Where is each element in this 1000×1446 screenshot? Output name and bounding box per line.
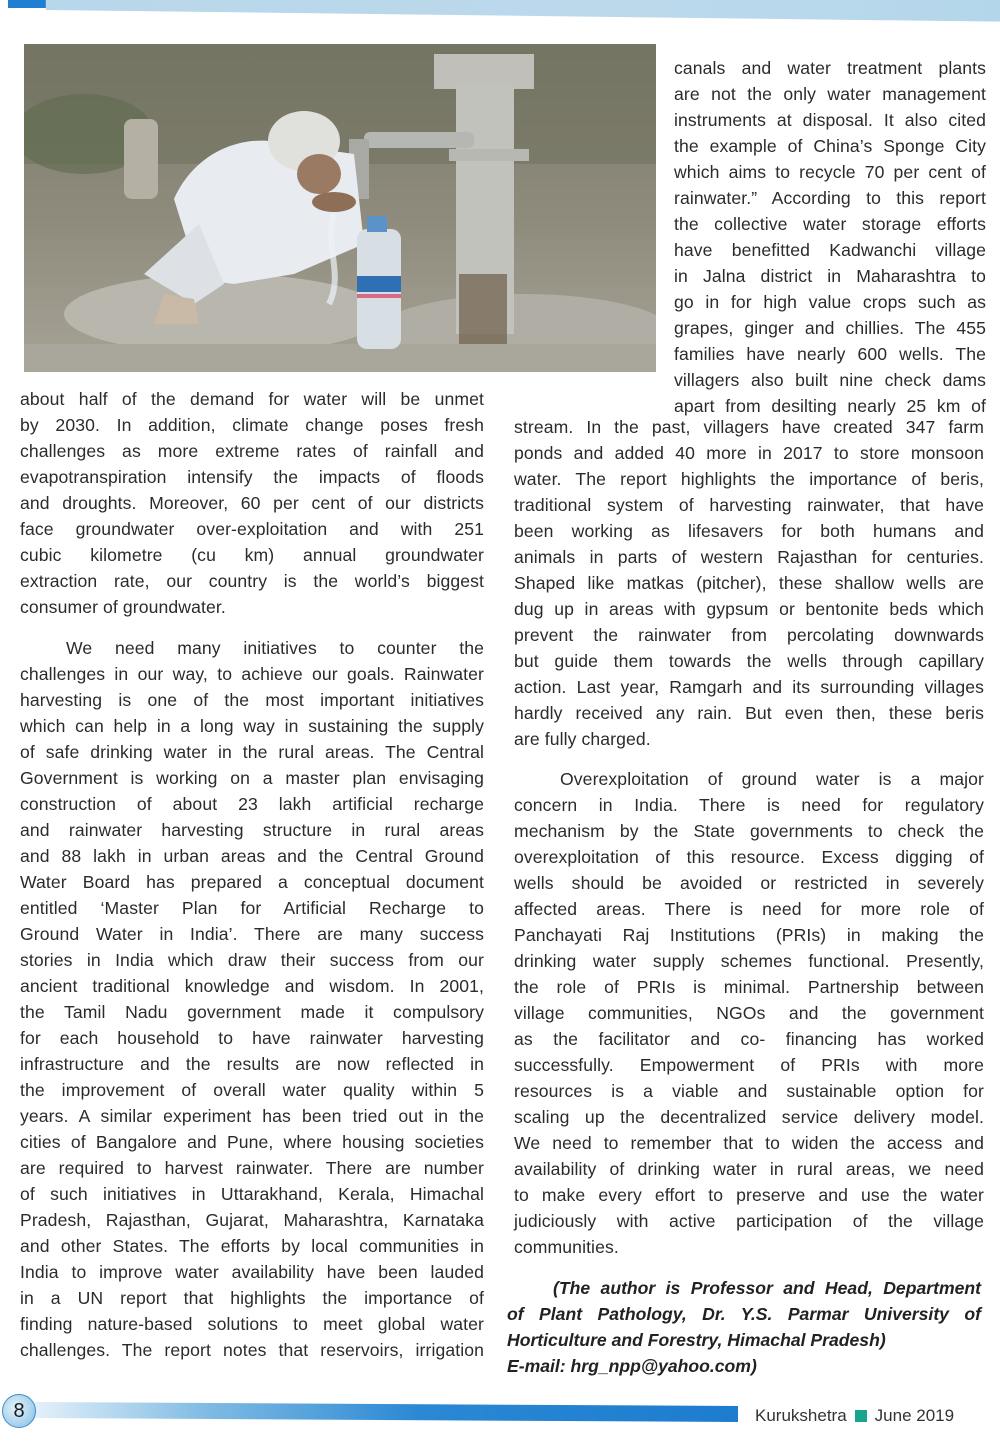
text-line: rainwater.” According to this report bbox=[674, 188, 986, 208]
text-line: water. The report highlights the importance of beris, bbox=[514, 469, 984, 489]
text-line: Pradesh, Rajasthan, Gujarat, Maharashtra, Karnataka bbox=[20, 1210, 484, 1230]
text-line: challenges as more extreme rates of rainfall and bbox=[20, 441, 484, 461]
text-line: are fully charged. bbox=[514, 729, 651, 749]
author-note-line: (The author is Professor and Head, Department bbox=[553, 1278, 981, 1298]
text-line: villagers also built nine check dams bbox=[674, 370, 986, 390]
text-line: India to improve water availability have been lauded bbox=[20, 1262, 484, 1282]
text-line: Overexploitation of ground water is a major bbox=[560, 769, 984, 789]
text-line: of safe drinking water in the rural areas. The Central bbox=[20, 742, 484, 762]
text-line: are not the only water management bbox=[674, 84, 986, 104]
text-line: and other States. The efforts by local communities in bbox=[20, 1236, 484, 1256]
page-footer bbox=[0, 1390, 1000, 1446]
text-line: affected areas. There is need for more role of bbox=[514, 899, 984, 919]
text-line: scaling up the decentralized service delivery model. bbox=[514, 1107, 984, 1127]
top-decorative-band bbox=[0, 0, 1000, 22]
text-line: and 88 lakh in urban areas and the Central Ground bbox=[20, 846, 484, 866]
text-line: entitled ‘Master Plan for Artificial Recharge to bbox=[20, 898, 484, 918]
square-separator-icon bbox=[855, 1410, 867, 1422]
text-line: wells should be avoided or restricted in severely bbox=[514, 873, 984, 893]
text-line: availability of drinking water in rural areas, we need bbox=[514, 1159, 984, 1179]
text-line: which aims to recycle 70 per cent of bbox=[674, 162, 986, 182]
text-line: Water Board has prepared a conceptual document bbox=[20, 872, 484, 892]
page-number-badge: 8 bbox=[2, 1394, 36, 1428]
text-line: cities of Bangalore and Pune, where housing societies bbox=[20, 1132, 484, 1152]
text-line: the collective water storage efforts bbox=[674, 214, 986, 234]
text-line: ponds and added 40 more in 2017 to store monsoon bbox=[514, 443, 984, 463]
text-line: are required to harvest rainwater. There are number bbox=[20, 1158, 484, 1178]
text-line: challenges in our way, to achieve our goals. Rainwater bbox=[20, 664, 484, 684]
left-column-text bbox=[20, 386, 484, 1363]
text-line: finding nature-based solutions to meet global water bbox=[20, 1314, 484, 1334]
text-line: successfully. Empowerment of PRIs with more bbox=[514, 1055, 984, 1075]
footer-bar bbox=[30, 1402, 738, 1422]
text-line: Ground Water in India’. There are many success bbox=[20, 924, 484, 944]
text-line: village communities, NGOs and the government bbox=[514, 1003, 984, 1023]
text-line: hardly received any rain. But even then, these beris bbox=[514, 703, 984, 723]
text-line: action. Last year, Ramgarh and its surrounding villages bbox=[514, 677, 984, 697]
text-line: communities. bbox=[514, 1237, 619, 1257]
text-line: harvesting is one of the most important initiatives bbox=[20, 690, 484, 710]
text-line: We need many initiatives to counter the bbox=[66, 638, 484, 658]
text-line: in a UN report that highlights the importance of bbox=[20, 1288, 484, 1308]
text-line: but guide them towards the wells through capillary bbox=[514, 651, 984, 671]
text-line: go in for high value crops such as bbox=[674, 292, 986, 312]
magazine-name: Kurukshetra bbox=[755, 1406, 847, 1425]
text-line: as the facilitator and co- financing has worked bbox=[514, 1029, 984, 1049]
text-line: been working as lifesavers for both humans and bbox=[514, 521, 984, 541]
article-photo bbox=[24, 44, 656, 372]
text-line: resources is a viable and sustainable option for bbox=[514, 1081, 984, 1101]
text-line: infrastructure and the results are now reflected in bbox=[20, 1054, 484, 1074]
text-line: drinking water supply schemes functional. Presently, bbox=[514, 951, 984, 971]
text-line: cubic kilometre (cu km) annual groundwater bbox=[20, 545, 484, 565]
text-line: evapotranspiration intensify the impacts of floods bbox=[20, 467, 484, 487]
text-line: Government is working on a master plan envisaging bbox=[20, 768, 484, 788]
paragraph-initiatives bbox=[20, 635, 484, 1363]
top-stripe bbox=[46, 0, 1000, 22]
right-column-text bbox=[514, 414, 984, 1260]
text-line: years. A similar experiment has been tried out in the bbox=[20, 1106, 484, 1126]
text-line: grapes, ginger and chillies. The 455 bbox=[674, 318, 986, 338]
text-line: prevent the rainwater from percolating downwards bbox=[514, 625, 984, 645]
text-line: apart from desilting nearly 25 km of bbox=[674, 396, 986, 416]
text-line: Panchayati Raj Institutions (PRIs) in making the bbox=[514, 925, 984, 945]
man-drinking-at-handpump-photo bbox=[24, 44, 656, 372]
author-note-line: of Plant Pathology, Dr. Y.S. Parmar University of bbox=[507, 1304, 981, 1324]
footer-publication bbox=[755, 1406, 954, 1426]
text-line: concern in India. There is need for regulatory bbox=[514, 795, 984, 815]
text-line: and rainwater harvesting structure in rural areas bbox=[20, 820, 484, 840]
text-line: about half of the demand for water will be unmet bbox=[20, 389, 484, 409]
text-line: the example of China’s Sponge City bbox=[674, 136, 986, 156]
text-line: judiciously with active participation of the village bbox=[514, 1211, 984, 1231]
text-line: the improvement of overall water quality within 5 bbox=[20, 1080, 484, 1100]
text-line: face groundwater over-exploitation and with 251 bbox=[20, 519, 484, 539]
paragraph-overexploitation bbox=[514, 766, 984, 1260]
paragraph-groundwater-demand bbox=[20, 386, 484, 620]
text-line: by 2030. In addition, climate change poses fresh bbox=[20, 415, 484, 435]
text-line: and droughts. Moreover, 60 per cent of our districts bbox=[20, 493, 484, 513]
paragraph-continued-top bbox=[674, 55, 986, 419]
text-line: families have nearly 600 wells. The bbox=[674, 344, 986, 364]
text-line: the Tamil Nadu government made it compulsory bbox=[20, 1002, 484, 1022]
text-line: Shaped like matkas (pitcher), these shallow wells are bbox=[514, 573, 984, 593]
text-line: overexploitation of this resource. Excess digging of bbox=[514, 847, 984, 867]
text-line: consumer of groundwater. bbox=[20, 597, 226, 617]
text-line: the role of PRIs is minimal. Partnership between bbox=[514, 977, 984, 997]
text-line: ancient traditional knowledge and wisdom. In 2001, bbox=[20, 976, 484, 996]
text-line: animals in parts of western Rajasthan for centuries. bbox=[514, 547, 984, 567]
text-line: challenges. The report notes that reservoirs, irrigation bbox=[20, 1340, 484, 1360]
text-line: dug up in areas with gypsum or bentonite beds which bbox=[514, 599, 984, 619]
author-note-line: Horticulture and Forestry, Himachal Pradesh) bbox=[507, 1330, 886, 1350]
text-line: have benefitted Kadwanchi village bbox=[674, 240, 986, 260]
text-line: for each household to have rainwater harvesting bbox=[20, 1028, 484, 1048]
text-line: We need to remember that to widen the access and bbox=[514, 1133, 984, 1153]
text-line: in Jalna district in Maharashtra to bbox=[674, 266, 986, 286]
text-line: which can help in a long way in sustaining the supply bbox=[20, 716, 484, 736]
right-column-top-text bbox=[674, 55, 986, 419]
top-accent-block bbox=[8, 0, 46, 8]
author-email[interactable]: E-mail: hrg_npp@yahoo.com) bbox=[507, 1356, 757, 1376]
text-line: stream. In the past, villagers have created 347 farm bbox=[514, 417, 984, 437]
paragraph-beris bbox=[514, 414, 984, 752]
text-line: construction of about 23 lakh artificial recharge bbox=[20, 794, 484, 814]
text-line: extraction rate, our country is the world’s biggest bbox=[20, 571, 484, 591]
text-line: traditional system of harvesting rainwater, that have bbox=[514, 495, 984, 515]
text-line: of such initiatives in Uttarakhand, Kerala, Himachal bbox=[20, 1184, 484, 1204]
text-line: canals and water treatment plants bbox=[674, 58, 986, 78]
text-line: to make every effort to preserve and use the water bbox=[514, 1185, 984, 1205]
author-note bbox=[507, 1275, 981, 1379]
issue-date: June 2019 bbox=[874, 1406, 955, 1425]
text-line: stories in India which draw their success from our bbox=[20, 950, 484, 970]
text-line: instruments at disposal. It also cited bbox=[674, 110, 986, 130]
text-line: mechanism by the State governments to check the bbox=[514, 821, 984, 841]
